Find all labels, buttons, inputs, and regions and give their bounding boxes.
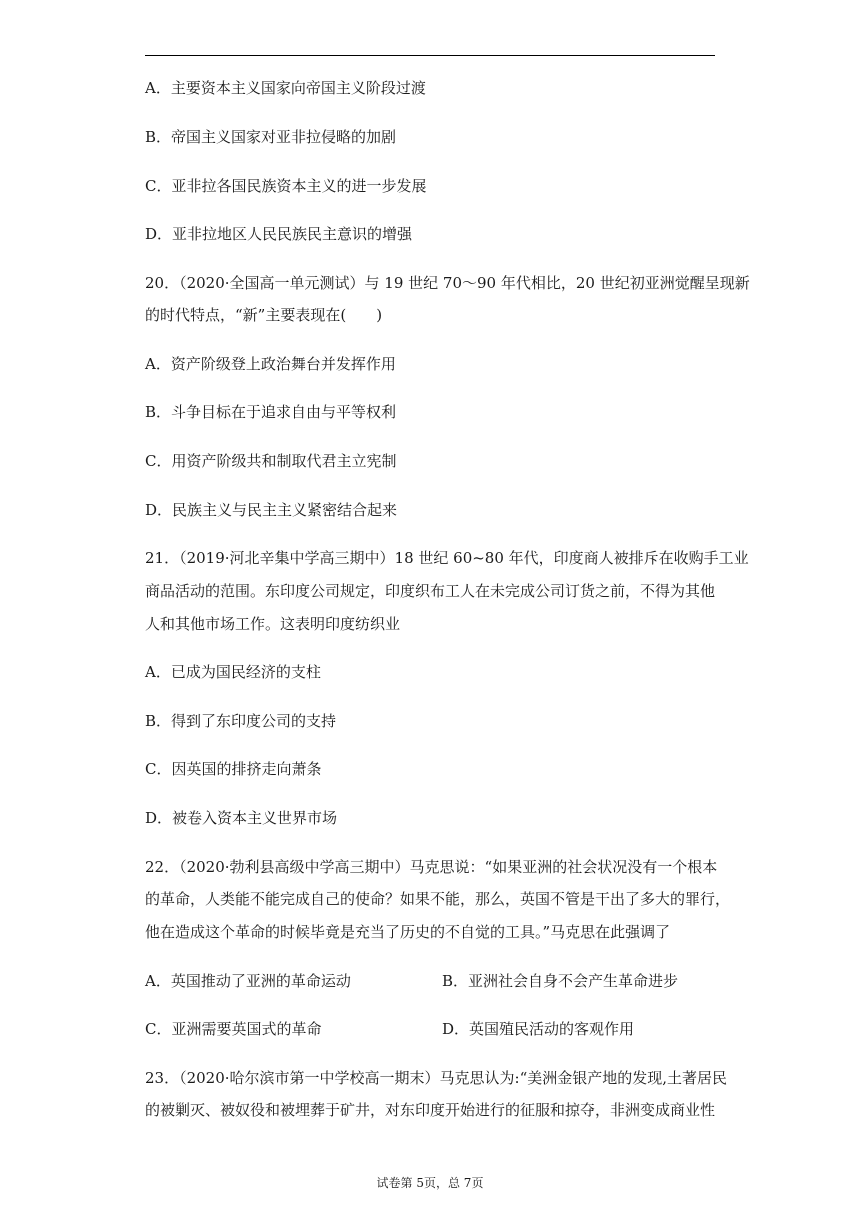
q21-stem-line-1: 21．（2019·河北辛集中学高三期中）18 世纪 60~80 年代，印度商人被排斥在收购手工业 [145, 549, 749, 567]
q21-option-d: D．被卷入资本主义世界市场 [145, 809, 338, 827]
q22-option-a: A．英国推动了亚洲的革命运动 [145, 972, 351, 990]
q21-stem-line-3: 人和其他市场工作。这表明印度纺织业 [145, 615, 401, 633]
q21-option-a: A．已成为国民经济的支柱 [145, 663, 321, 681]
q20-option-b: B．斗争目标在于追求自由与平等权利 [145, 403, 397, 421]
q19-option-a: A．主要资本主义国家向帝国主义阶段过渡 [145, 79, 426, 97]
q19-option-d: D．亚非拉地区人民民族民主意识的增强 [145, 225, 413, 243]
q19-option-b: B．帝国主义国家对亚非拉侵略的加剧 [145, 128, 397, 146]
q20-option-c: C．用资产阶级共和制取代君主立宪制 [145, 452, 397, 470]
q22-option-d: D．英国殖民活动的客观作用 [442, 1020, 635, 1038]
q20-option-d: D．民族主义与民主主义紧密结合起来 [145, 501, 398, 519]
q22-option-b: B．亚洲社会自身不会产生革命进步 [442, 972, 679, 990]
q21-option-c: C．因英国的排挤走向萧条 [145, 760, 322, 778]
header-rule [145, 55, 715, 56]
q22-stem-line-3: 他在造成这个革命的时候毕竟是充当了历史的不自觉的工具。”马克思在此强调了 [145, 923, 671, 941]
q23-stem-line-1: 23．（2020·哈尔滨市第一中学校高一期末）马克思认为:“美洲金银产地的发现,土著居民 [145, 1069, 728, 1087]
q20-stem-line-1: 20．（2020·全国高一单元测试）与 19 世纪 70～90 年代相比，20 世纪初亚洲觉醒呈现新 [145, 274, 750, 292]
q19-option-c: C．亚非拉各国民族资本主义的进一步发展 [145, 177, 427, 195]
q20-option-a: A．资产阶级登上政治舞台并发挥作用 [145, 355, 396, 373]
q21-option-b: B．得到了东印度公司的支持 [145, 712, 337, 730]
page-footer: 试卷第 5页，总 7页 [376, 1176, 484, 1190]
q23-stem-line-2: 的被剿灭、被奴役和被埋葬于矿井，对东印度开始进行的征服和掠夺，非洲变成商业性 [145, 1101, 716, 1119]
q21-stem-line-2: 商品活动的范围。东印度公司规定，印度织布工人在未完成公司订货之前，不得为其他 [145, 582, 716, 600]
q20-stem-line-2: 的时代特点，“新”主要表现在( ) [145, 306, 383, 324]
q22-stem-line-1: 22．（2020·勃利县高级中学高三期中）马克思说：“如果亚洲的社会状况没有一个根本 [145, 858, 718, 876]
q22-option-c: C．亚洲需要英国式的革命 [145, 1020, 322, 1038]
q22-stem-line-2: 的革命，人类能不能完成自己的使命？如果不能，那么，英国不管是干出了多大的罪行， [145, 890, 731, 908]
